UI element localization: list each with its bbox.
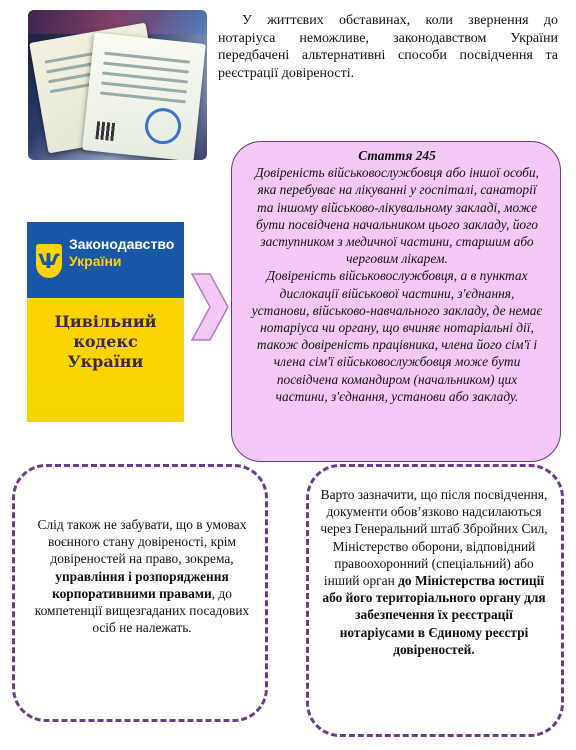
left-note-text — [28, 516, 256, 636]
chevron-right-icon — [190, 272, 230, 342]
article-text — [250, 147, 544, 405]
book-title-line2: кодекс — [73, 332, 138, 351]
article-paragraph-2: Довіреність військовослужбовця, а в пунктах дислокації військової частини, з'єднання, установи, військово-навчального закладу, де немає нотаріуса чи органу, що вчиняє нотаріальні дії, також довіреність працівника, члена його сім'ї і члена сім'ї військовослужбовця може бути посвідчена командиром (начальником) цих частини, з'єднання, установи або закладу. — [251, 268, 543, 404]
book-title — [27, 312, 184, 372]
seal-icon — [143, 106, 183, 146]
right-note-part1: Варто зазначити, що після посвідчення, документи обов’язково надсилаються через Генеральний штаб Збройних Сил, Міністерство оборони, відповідний правоохоронний (спеціальний) або інший орган — [320, 487, 548, 589]
book-title-line3: України — [67, 352, 144, 371]
book-series-line1: Законодавство — [69, 236, 175, 252]
article-title: Стаття 245 — [358, 148, 436, 163]
photo-document-front — [82, 32, 206, 160]
right-note-text — [320, 486, 548, 658]
left-note-bold: управління і розпорядження корпоративними правами — [52, 568, 229, 601]
left-note-part2: , до компетенції вищезгаданих посадових осіб не належать. — [34, 585, 250, 636]
article-paragraph-1: Довіреність військовослужбовця або іншої особи, яка перебуває на лікуванні у госпіталі, санаторії та іншому військово-лікувальному закладі, може бути посвідчена начальником цього закладу, його заступником з медичної частини, старшим або черговим лікарем. — [255, 165, 539, 267]
civil-code-book-cover — [27, 222, 184, 422]
left-note-part1: Слід також не забувати, що в умовах воєнного стану довіреності, крім довіреностей на право, зокрема, — [37, 517, 247, 567]
documents-photo — [28, 10, 207, 160]
book-series-line2: України — [69, 253, 122, 269]
book-title-line1: Цивільний — [54, 312, 157, 331]
qr-code-icon — [95, 121, 115, 141]
trident-icon: Ѱ — [36, 244, 62, 278]
right-note-bold: до Міністерства юстиції або його територіального органу для забезпечення їх реєстрації нотаріусами в Єдиному реєстрі довіреностей. — [322, 573, 546, 657]
intro-text: У життєвих обставинах, коли звернення до нотаріуса неможливе, законодавством України передбачені альтернативні способи посвідчення та реєстрації довіреності. — [218, 13, 558, 81]
